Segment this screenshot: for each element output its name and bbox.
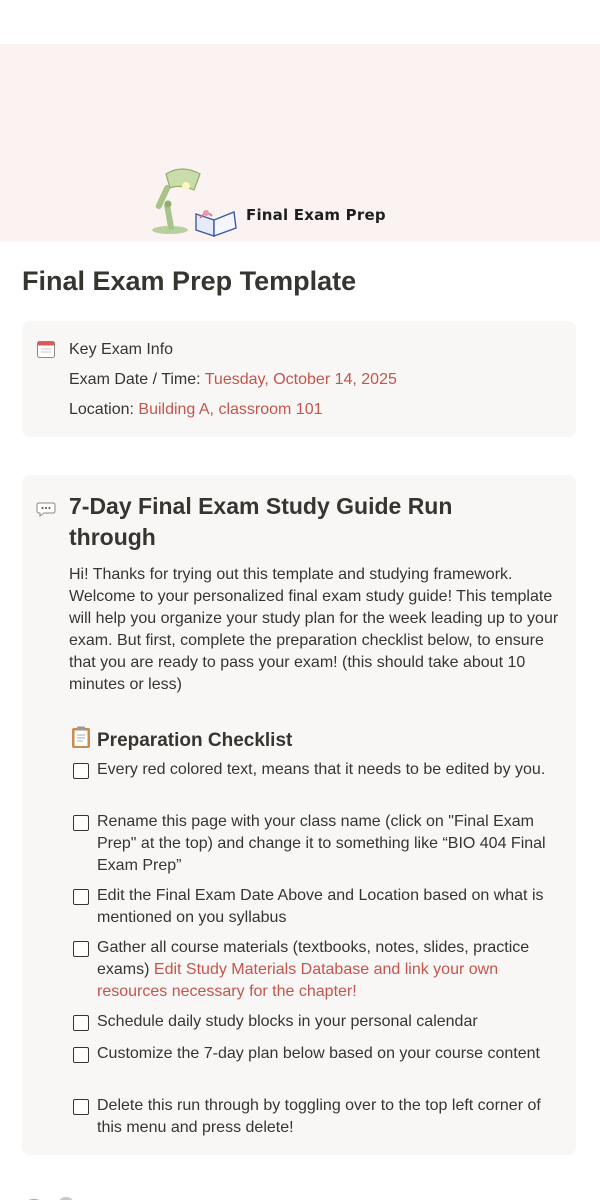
study-guide-intro: Hi! Thanks for trying out this template and studying framework. Welcome to your personalized final exam study guide! This template will help you organize your study plan for the week leading up to your exam. But first, complete the preparation checklist below, to ensure that you are ready to pass your exam! (this should take about 10 minutes or less) — [69, 566, 559, 693]
study-guide-heading: 7-Day Final Exam Study Guide Run through — [69, 493, 453, 550]
todo-item[interactable] — [73, 759, 553, 781]
todo-item[interactable] — [73, 811, 553, 877]
cover-banner[interactable] — [0, 44, 600, 242]
clipboard-icon — [69, 725, 93, 757]
speech-bubble-icon[interactable] — [36, 499, 56, 524]
todo-checkbox[interactable] — [73, 1047, 89, 1063]
exam-date-value[interactable]: Tuesday, October 14, 2025 — [204, 371, 397, 388]
location-row — [69, 399, 323, 421]
checklist-heading-text: Preparation Checklist — [97, 730, 293, 751]
todo-text: Rename this page with your class name (click on "Final Exam Prep" at the top) and change it to something like “BIO 404 Final Exam Prep” — [97, 813, 546, 874]
todo-text: Every red colored text, means that it needs to be edited by you. — [97, 761, 546, 778]
cover-title: Final Exam Prep — [246, 206, 386, 224]
todo-text: Schedule daily study blocks in your personal calendar — [97, 1013, 478, 1030]
study-materials-link[interactable]: Edit Study Materials Database and link your own resources necessary for the chapter! — [97, 961, 499, 1000]
todo-checkbox[interactable] — [73, 889, 89, 905]
checklist-heading — [69, 725, 292, 757]
todo-checkbox[interactable] — [73, 1099, 89, 1115]
page-title[interactable]: Final Exam Prep Template — [22, 266, 357, 296]
todo-item[interactable] — [73, 885, 553, 929]
todo-text: Customize the 7-day plan below based on your course content — [97, 1045, 540, 1062]
todo-item[interactable] — [73, 937, 553, 1003]
exam-date-label: Exam Date / Time: — [69, 371, 205, 388]
location-value[interactable]: Building A, classroom 101 — [138, 401, 323, 418]
todo-text: Delete this run through by toggling over to the top left corner of this menu and press delete! — [97, 1097, 541, 1136]
study-guide-callout — [22, 475, 576, 1155]
todo-item[interactable] — [73, 1095, 553, 1139]
todo-text: Edit the Final Exam Date Above and Location based on what is mentioned on you syllabus — [97, 887, 544, 926]
calendar-icon[interactable] — [36, 339, 56, 364]
todo-checkbox[interactable] — [73, 941, 89, 957]
exam-date-row — [69, 369, 397, 391]
todo-text: Gather all course materials (textbooks, notes, slides, practice exams) — [97, 939, 530, 978]
open-book-icon — [192, 202, 240, 242]
location-label: Location: — [69, 401, 139, 418]
next-section-icons — [22, 1192, 102, 1200]
key-info-callout — [22, 321, 576, 437]
todo-checkbox[interactable] — [73, 763, 89, 779]
todo-checkbox[interactable] — [73, 1015, 89, 1031]
todo-item[interactable] — [73, 1011, 553, 1033]
key-info-heading: Key Exam Info — [69, 341, 174, 358]
todo-item[interactable] — [73, 1043, 553, 1065]
todo-checkbox[interactable] — [73, 815, 89, 831]
